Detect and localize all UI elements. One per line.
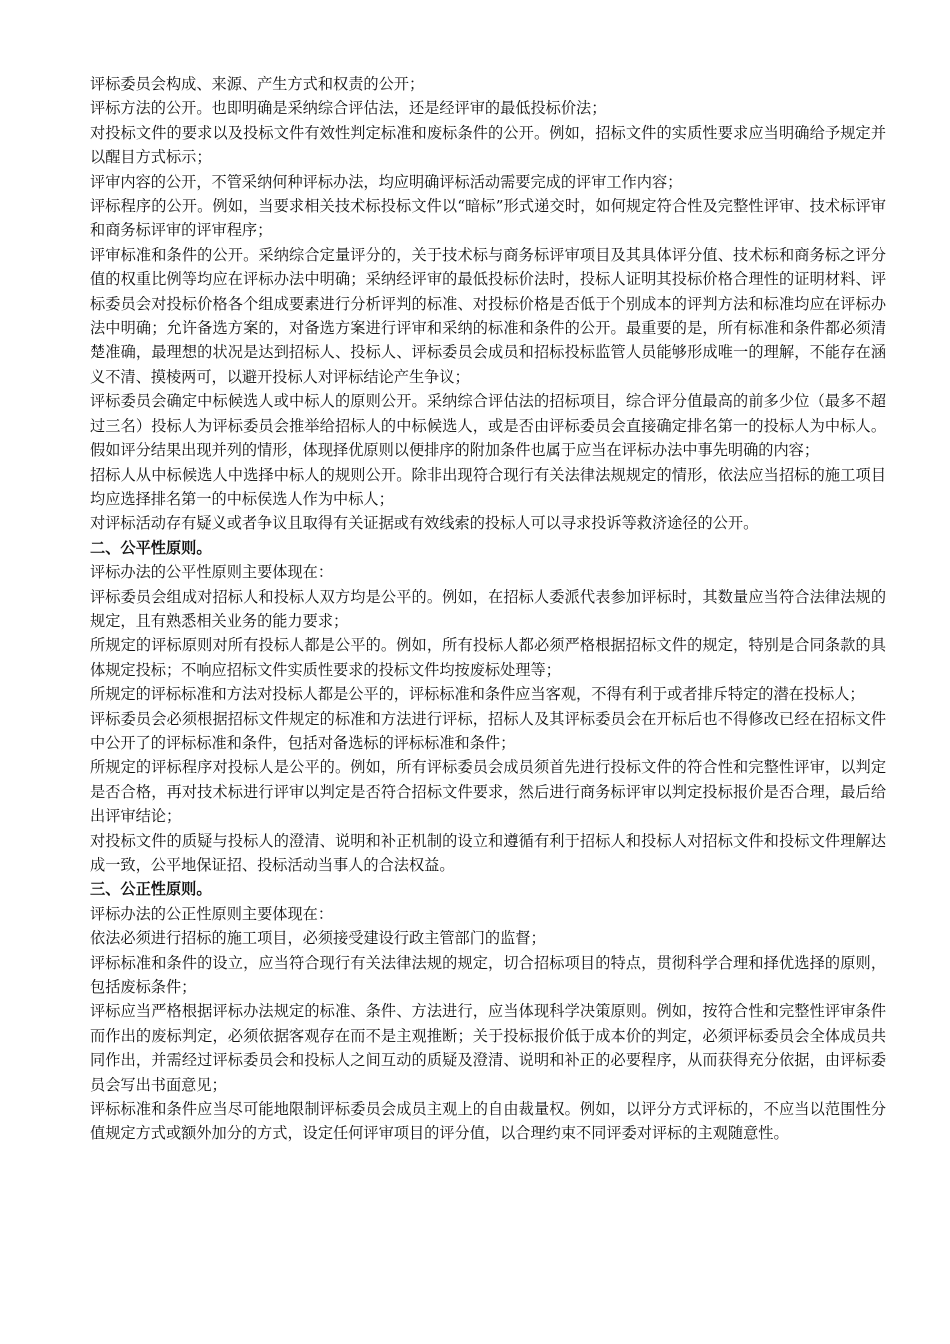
document-body <box>90 72 886 1146</box>
paragraph: 所规定的评标标准和方法对投标人都是公平的，评标标准和条件应当客观，不得有利于或者排斥特定的潜在投标人； <box>90 685 865 704</box>
paragraph: 评标标准和条件应当尽可能地限制评标委员会成员主观上的自由裁量权。例如，以评分方式评标的，不应当以范围性分值规定方式或额外加分的方式，设定任何评审项目的评分值，以合理约束不同评委对评标的主观随意性。 <box>90 1100 886 1143</box>
section-heading-justice: 三、公正性原则。 <box>90 880 212 899</box>
paragraph: 所规定的评标原则对所有投标人都是公平的。例如，所有投标人都必须严格根据招标文件的规定，特别是合同条款的具体规定投标；不响应招标文件实质性要求的投标文件均按废标处理等； <box>90 636 886 679</box>
paragraph: 评标应当严格根据评标办法规定的标准、条件、方法进行，应当体现科学决策原则。例如，按符合性和完整性评审条件而作出的废标判定，必须依据客观存在而不是主观推断；关于投标报价低于成本价的判定，必须评标委员会全体成员共同作出，并需经过评标委员会和投标人之间互动的质疑及澄清、说明和补正的必要程序，从而获得充分依据，由评标委员会写出书面意见； <box>90 1002 886 1094</box>
paragraph: 对评标活动存有疑义或者争议且取得有关证据或有效线索的投标人可以寻求投诉等救济途径的公开。 <box>90 514 759 533</box>
section-heading-fairness: 二、公平性原则。 <box>90 538 212 557</box>
paragraph: 对投标文件的质疑与投标人的澄清、说明和补正机制的设立和遵循有利于招标人和投标人对招标文件和投标文件理解达成一致，公平地保证招、投标活动当事人的合法权益。 <box>90 831 886 874</box>
paragraph: 评审标准和条件的公开。采纳综合定量评分的，关于技术标与商务标评审项目及其具体评分值、技术标和商务标之评分值的权重比例等均应在评标办法中明确；采纳经评审的最低投标价法时，投标人证明其投标价格合理性的证明材料、评标委员会对投标价格各个组成要素进行分析评判的标准、对投标价格是否低于个别成本的评判方法和标准均应在评标办法中明确；允许备选方案的，对备选方案进行评审和采纳的标准和条件的公开。最重要的是，所有标准和条件都必须清楚准确，最理想的状况是达到招标人、投标人、评标委员会成员和招标投标监管人员能够形成唯一的理解，不能存在涵义不清、摸棱两可，以避开投标人对评标结论产生争议； <box>90 245 886 386</box>
paragraph: 评标委员会组成对招标人和投标人双方均是公平的。例如，在招标人委派代表参加评标时，其数量应当符合法律法规的规定，且有熟悉相关业务的能力要求； <box>90 587 886 630</box>
paragraph: 评审内容的公开，不管采纳何种评标办法，均应明确评标活动需要完成的评审工作内容； <box>90 172 683 191</box>
paragraph: 依法必须进行招标的施工项目，必须接受建设行政主管部门的监督； <box>90 929 546 948</box>
paragraph: 所规定的评标程序对投标人是公平的。例如，所有评标委员会成员须首先进行投标文件的符合性和完整性评审，以判定是否合格，再对技术标进行评审以判定是否符合招标文件要求，然后进行商务标评审以判定投标报价是否合理，最后给出评审结论； <box>90 758 886 826</box>
paragraph: 评标委员会确定中标候选人或中标人的原则公开。采纳综合评估法的招标项目，综合评分值最高的前多少位（最多不超过三名）投标人为评标委员会推举给招标人的中标候选人，或是否由评标委员会直接确定排名第一的投标人为中标人。假如评分结果出现并列的情形，体现择优原则以便排序的附加条件也属于应当在评标办法中事先明确的内容； <box>90 392 886 460</box>
paragraph: 评标委员会构成、来源、产生方式和权责的公开； <box>90 75 425 93</box>
paragraph: 评标程序的公开。例如，当要求相关技术标投标文件以“暗标”形式递交时，如何规定符合性及完整性评审、技术标评审和商务标评审的评审程序； <box>90 197 886 240</box>
paragraph: 对投标文件的要求以及投标文件有效性判定标准和废标条件的公开。例如，招标文件的实质性要求应当明确给予规定并以醒目方式标示； <box>90 123 886 167</box>
paragraph: 评标办法的公平性原则主要体现在： <box>90 563 333 582</box>
paragraph: 评标方法的公开。也即明确是采纳综合评估法，还是经评审的最低投标价法； <box>90 99 607 118</box>
paragraph: 招标人从中标候选人中选择中标人的规则公开。除非出现符合现行有关法律法规规定的情形，依法应当招标的施工项目均应选择排名第一的中标侯选人作为中标人； <box>90 465 886 508</box>
paragraph: 评标委员会必须根据招标文件规定的标准和方法进行评标，招标人及其评标委员会在开标后也不得修改已经在招标文件中公开了的评标标准和条件，包括对备选标的评标标准和条件； <box>90 709 886 752</box>
paragraph: 评标办法的公正性原则主要体现在： <box>90 904 333 923</box>
paragraph: 评标标准和条件的设立，应当符合现行有关法律法规的规定，切合招标项目的特点，贯彻科学合理和择优选择的原则，包括废标条件； <box>90 953 886 997</box>
